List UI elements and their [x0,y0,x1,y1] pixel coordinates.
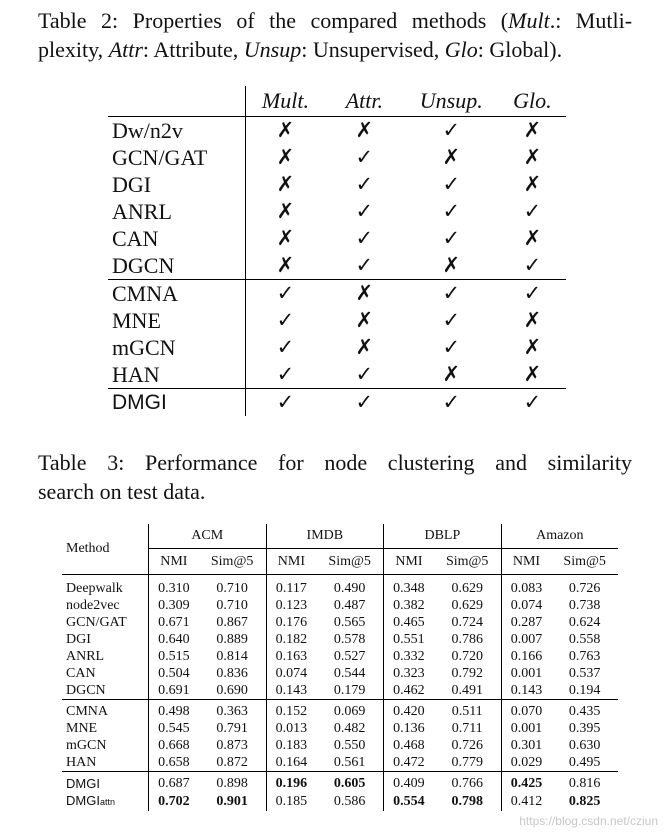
header-mult: Mult. [245,86,325,117]
value-cell: 0.561 [333,755,366,770]
value-cell: 0.182 [266,631,316,648]
value-cell: 0.791 [216,721,248,736]
method-name: mGCN [66,738,107,753]
method-name: CAN [66,666,96,681]
mark-cell: ✓ [404,280,499,308]
value-cell: 0.472 [384,754,434,772]
value-cell: 0.487 [333,598,366,613]
mark-cell: ✓ [442,335,461,359]
value-cell: 0.348 [384,575,434,598]
mark-cell: ✗ [276,253,295,277]
method-name: ANRL [66,649,105,664]
table-row [108,198,566,225]
value-cell: 0.550 [333,738,366,753]
value-cell: 0.586 [333,794,366,809]
value-cell: 0.816 [551,772,618,793]
mark-cell: ✓ [245,280,325,308]
metric-sim5: Sim@5 [434,549,501,575]
value-cell: 0.711 [451,721,483,736]
value-cell: 0.412 [501,792,551,811]
mark-cell: ✗ [523,118,542,142]
dataset-dblp: DBLP [384,524,502,549]
mark-cell: ✗ [276,145,295,169]
table-row [108,225,566,252]
mark-cell: ✓ [442,308,461,332]
method-name: DGCN [108,252,245,280]
value-cell: 0.825 [568,794,601,809]
value-cell: 0.726 [568,581,601,596]
method-name: GCN/GAT [66,615,127,630]
value-cell: 0.558 [568,632,601,647]
table-row [62,737,618,754]
value-cell: 0.074 [501,597,551,614]
value-cell: 0.527 [333,649,366,664]
value-cell: 0.690 [216,683,248,698]
method-name: DGCN [66,683,106,698]
value-cell: 0.083 [501,575,551,598]
metric-nmi: NMI [149,549,199,575]
watermark: https://blog.csdn.net/cziun [519,814,658,828]
value-cell: 0.136 [384,720,434,737]
value-cell: 0.425 [501,772,551,793]
mark-cell: ✗ [523,362,542,386]
mark-cell: ✗ [276,226,295,250]
table-row [62,631,618,648]
mark-cell: ✗ [325,280,404,308]
method-name: DGI [66,632,91,647]
value-cell: 0.798 [451,794,483,809]
value-cell: 0.554 [384,792,434,811]
dataset-acm: ACM [149,524,267,549]
value-cell: 0.515 [149,648,199,665]
table-row [108,361,566,389]
mark-cell: ✓ [276,335,295,359]
value-cell: 0.724 [451,615,483,630]
value-cell: 0.629 [451,598,483,613]
table-row [62,720,618,737]
value-cell: 0.640 [149,631,199,648]
value-cell: 0.624 [568,615,601,630]
value-cell: 0.143 [501,682,551,700]
table-row [108,144,566,171]
value-cell: 0.013 [266,720,316,737]
method-name: CMNA [62,700,149,721]
table-row [62,614,618,631]
value-cell: 0.468 [384,737,434,754]
value-cell: 0.738 [568,598,601,613]
value-cell: 0.658 [149,754,199,772]
value-cell: 0.545 [149,720,199,737]
table-row [108,117,566,145]
value-cell: 0.668 [149,737,199,754]
mark-cell: ✓ [404,389,499,417]
method-name: DMGI [108,389,245,417]
value-cell: 0.551 [384,631,434,648]
table-row [62,772,618,793]
method-name: ANRL [108,198,245,225]
mark-cell: ✓ [276,308,295,332]
table-row [108,389,566,417]
value-cell: 0.323 [384,665,434,682]
mark-cell: ✓ [355,362,374,386]
value-cell: 0.164 [266,754,316,772]
mark-cell: ✓ [355,253,374,277]
mark-cell: ✓ [499,389,566,417]
value-cell: 0.409 [384,772,434,793]
mark-cell: ✓ [245,389,325,417]
method-name: HAN [108,361,245,389]
table2-caption: Table 2: Properties of the compared methods (Mult.: Mutli- plexity, Attr: Attribute, Unsup: Unsupervised, Glo: Global). [38,8,633,62]
value-cell: 0.867 [216,615,248,630]
method-name: MNE [66,721,98,736]
value-cell: 0.702 [149,792,199,811]
method-name: HAN [66,755,97,770]
table-row [108,307,566,334]
value-cell: 0.504 [149,665,199,682]
value-cell: 0.301 [501,737,551,754]
mark-cell: ✓ [442,226,461,250]
mark-cell: ✗ [442,253,461,277]
method-name: mGCN [108,334,245,361]
table-row [62,597,618,614]
method-name: DMGIattn [66,793,115,808]
value-cell: 0.069 [316,700,383,721]
value-cell: 0.710 [216,598,248,613]
value-cell: 0.726 [451,738,483,753]
value-cell: 0.786 [451,632,483,647]
mark-cell: ✗ [276,118,295,142]
mark-cell: ✗ [442,145,461,169]
value-cell: 0.901 [216,794,248,809]
method-name: node2vec [66,598,120,613]
mark-cell: ✓ [355,145,374,169]
value-cell: 0.001 [501,665,551,682]
value-cell: 0.395 [568,721,601,736]
value-cell: 0.194 [568,683,601,698]
mark-cell: ✓ [499,280,566,308]
value-cell: 0.889 [216,632,248,647]
table-row [62,682,618,700]
value-cell: 0.792 [451,666,483,681]
value-cell: 0.671 [149,614,199,631]
value-cell: 0.183 [266,737,316,754]
header-attr: Attr. [325,86,404,117]
value-cell: 0.720 [451,649,483,664]
value-cell: 0.029 [501,754,551,772]
value-cell: 0.495 [568,755,601,770]
value-cell: 0.482 [333,721,366,736]
value-cell: 0.537 [568,666,601,681]
mark-cell: ✓ [355,199,374,223]
mark-cell: ✗ [523,308,542,332]
value-cell: 0.287 [501,614,551,631]
metric-nmi: NMI [266,549,316,575]
value-cell: 0.123 [266,597,316,614]
header-unsup: Unsup. [404,86,499,117]
mark-cell: ✗ [355,335,374,359]
value-cell: 0.462 [384,682,434,700]
method-header: Method [62,524,149,575]
mark-cell: ✓ [442,172,461,196]
value-cell: 0.629 [451,581,483,596]
value-cell: 0.382 [384,597,434,614]
mark-cell: ✗ [442,362,461,386]
table-header-row [108,86,566,117]
value-cell: 0.490 [333,581,366,596]
results-table [62,524,618,811]
table-row [108,171,566,198]
value-cell: 0.763 [568,649,601,664]
value-cell: 0.687 [149,772,199,793]
table-row [62,665,618,682]
mark-cell: ✓ [355,172,374,196]
value-cell: 0.465 [384,614,434,631]
dataset-imdb: IMDB [266,524,384,549]
mark-cell: ✓ [325,389,404,417]
metric-sim5: Sim@5 [551,549,618,575]
table-row [108,252,566,280]
mark-cell: ✗ [523,335,542,359]
value-cell: 0.578 [333,632,366,647]
metric-nmi: NMI [501,549,551,575]
mark-cell: ✗ [355,308,374,332]
mark-cell: ✗ [276,199,295,223]
value-cell: 0.898 [199,772,266,793]
metric-sim5: Sim@5 [316,549,383,575]
table-row [108,280,566,308]
value-cell: 0.363 [199,700,266,721]
value-cell: 0.185 [266,792,316,811]
value-cell: 0.872 [216,755,248,770]
table-row [62,648,618,665]
metric-sim5: Sim@5 [199,549,266,575]
dataset-amazon: Amazon [501,524,618,549]
mark-cell: ✓ [442,199,461,223]
table3-caption: Table 3: Performance for node clustering and similarity search on test data. [38,450,632,504]
mark-cell: ✓ [355,226,374,250]
value-cell: 0.435 [551,700,618,721]
table-row [62,792,618,811]
value-cell: 0.836 [216,666,248,681]
mark-cell: ✗ [276,172,295,196]
method-name: CAN [108,225,245,252]
mark-cell: ✗ [355,118,374,142]
table-row [62,754,618,772]
value-cell: 0.873 [216,738,248,753]
header-glo: Glo. [499,86,566,117]
mark-cell: ✓ [523,253,542,277]
value-cell: 0.565 [333,615,366,630]
properties-table [108,86,566,416]
value-cell: 0.310 [149,575,199,598]
value-cell: 0.163 [266,648,316,665]
value-cell: 0.544 [333,666,366,681]
value-cell: 0.766 [434,772,501,793]
table-row [62,700,618,721]
value-cell: 0.491 [451,683,483,698]
dataset-header-row [62,524,618,549]
table-row [108,334,566,361]
value-cell: 0.498 [149,700,199,721]
method-name: DMGI [62,772,149,793]
value-cell: 0.176 [266,614,316,631]
method-name: MNE [108,307,245,334]
value-cell: 0.179 [333,683,366,698]
mark-cell: ✗ [523,145,542,169]
value-cell: 0.166 [501,648,551,665]
value-cell: 0.152 [266,700,316,721]
mark-cell: ✓ [523,199,542,223]
value-cell: 0.814 [216,649,248,664]
table-row [62,575,618,598]
value-cell: 0.511 [434,700,501,721]
mark-cell: ✓ [276,362,295,386]
method-name: GCN/GAT [108,144,245,171]
value-cell: 0.143 [266,682,316,700]
value-cell: 0.779 [451,755,483,770]
value-cell: 0.710 [216,581,248,596]
method-name: CMNA [108,280,245,308]
value-cell: 0.309 [149,597,199,614]
value-cell: 0.074 [266,665,316,682]
value-cell: 0.332 [384,648,434,665]
mark-cell: ✗ [523,226,542,250]
method-name: Dw/n2v [108,117,245,145]
value-cell: 0.001 [501,720,551,737]
value-cell: 0.605 [316,772,383,793]
mark-cell: ✓ [442,118,461,142]
value-cell: 0.420 [384,700,434,721]
value-cell: 0.070 [501,700,551,721]
value-cell: 0.117 [266,575,316,598]
mark-cell: ✗ [523,172,542,196]
value-cell: 0.691 [149,682,199,700]
method-name: Deepwalk [66,581,123,596]
value-cell: 0.196 [266,772,316,793]
method-name: DGI [108,171,245,198]
value-cell: 0.007 [501,631,551,648]
metric-nmi: NMI [384,549,434,575]
value-cell: 0.630 [568,738,601,753]
